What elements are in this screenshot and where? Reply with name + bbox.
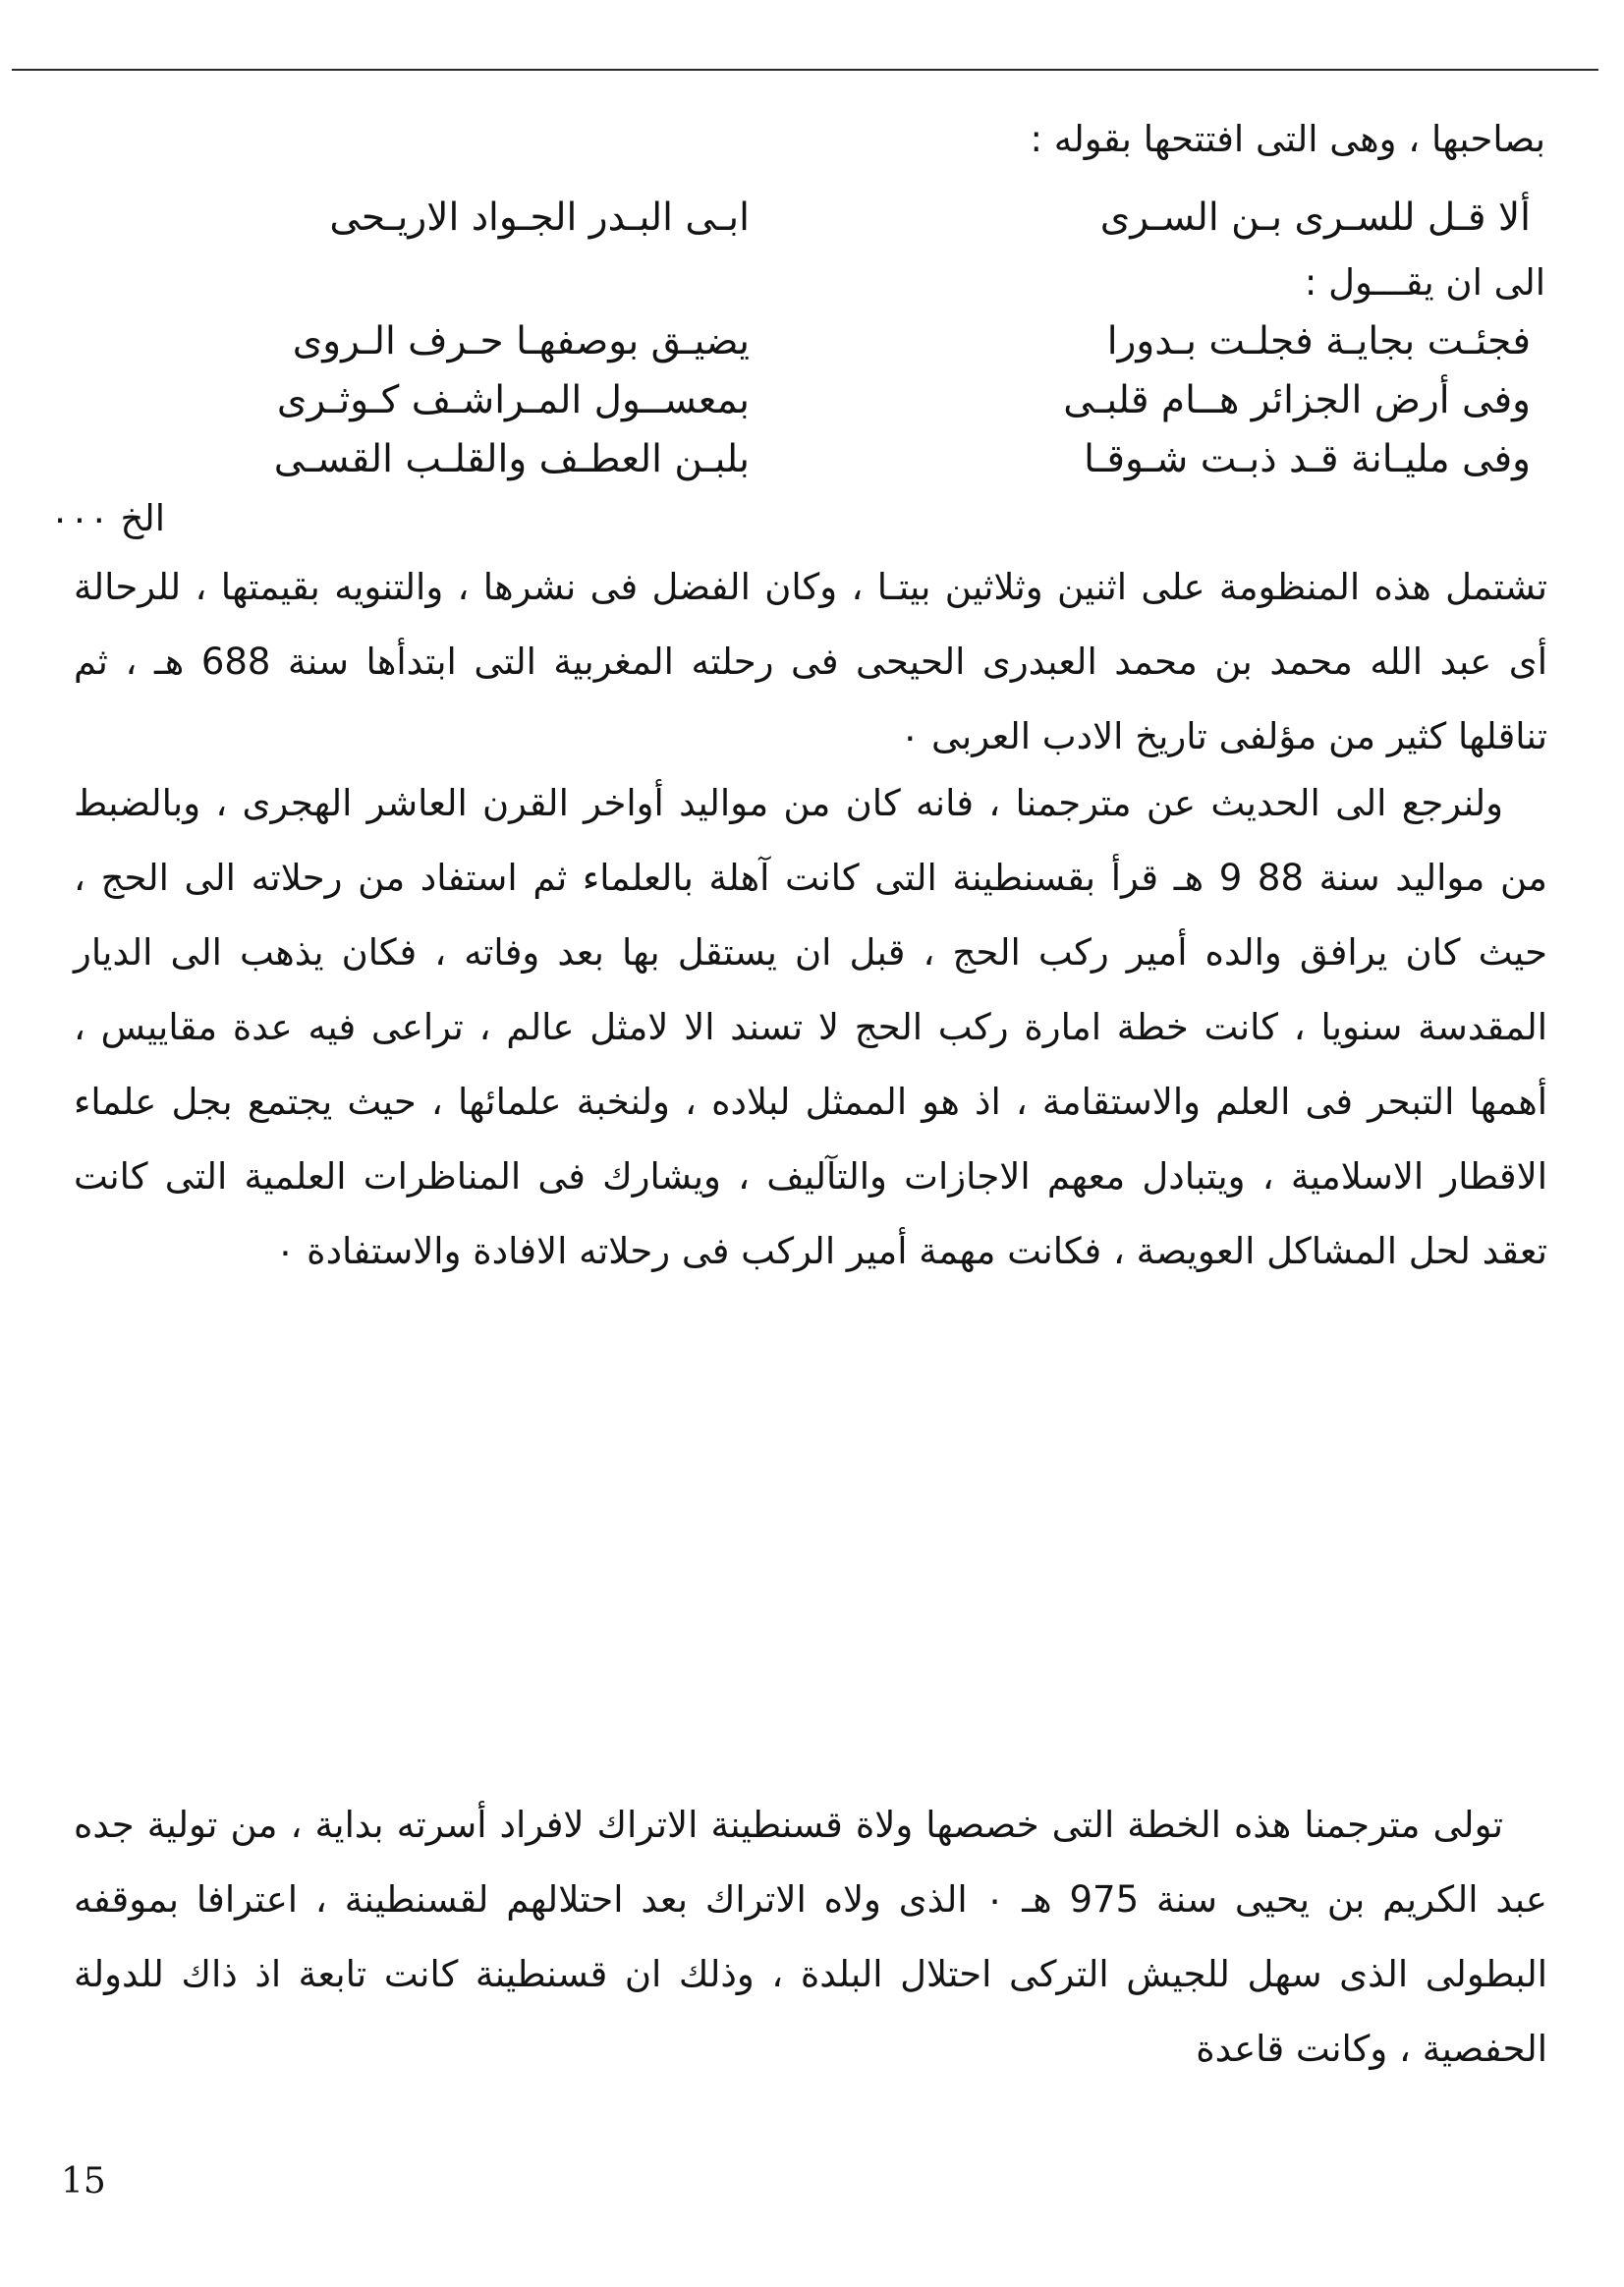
paragraph-1: تشتمل هذه المنظومة على اثنين وثلاثين بيتـا ، وكان الفضل فى نشرها ، والتنويه بقيمتها ، للرحالة أى عبد الله محمد بن محمد العبدرى الحيحى فى رحلته المغربية التى ابتدأها سنة 688 هـ ، ثم تناقلها كثير من مؤلفى تاريخ الادب العربى ٠ <box>74 566 1548 757</box>
etc-marker: الخ ٠٠٠ <box>50 497 165 539</box>
transition-line: الى ان يقـــول : <box>1304 261 1545 304</box>
verse-2-first-hemistich: وفى أرض الجزائر هــام قلبـى <box>1063 378 1531 422</box>
verse-1-first-hemistich: فجئـت بجايـة فجلـت بـدورا <box>1106 319 1531 363</box>
verse-1-second-hemistich: يضيـق بوصفهـا حـرف الـروى <box>292 319 750 363</box>
paragraph-3: تولى مترجمنا هذه الخطة التى خصصها ولاة قسنطينة الاتراك لافراد أسرته بداية ، من تولية جده عبد الكريم بن يحيى سنة 975 هـ ٠ الذى ولاه الاتراك بعد احتلالهم لقسنطينة ، اعترافا بموقفه البطولى الذى سهل للجيش التركى احتلال البلدة ، وذلك ان قسنطينة كانت تابعة اذ ذاك للدولة الحفصية ، وكانت قاعدة <box>74 1804 1548 2070</box>
intro-line: بصاحبها ، وهى التى افتتحها بقوله : <box>1030 118 1545 160</box>
verse-3-first-hemistich: وفى مليـانة قـد ذبـت شـوقـا <box>1084 437 1531 481</box>
opening-verse-first-hemistich: ألا قـل للسـرى بـن السـرى <box>1099 195 1531 240</box>
opening-verse-second-hemistich: ابـى البـدر الجـواد الاريـحى <box>329 195 750 240</box>
paragraph-2: ولنرجع الى الحديث عن مترجمنا ، فانه كان من مواليد أواخر القرن العاشر الهجرى ، وبالضبط من مواليد سنة 88 9 هـ قرأ بقسنطينة التى كانت آهلة بالعلماء ثم استفاد من رحلاته الى الحج ، حيث كان يرافق والده أمير ركب الحج ، قبل ان يستقل بها بعد وفاته ، فكان يذهب الى الديار المقدسة سنويا ، كانت خطة امارة ركب الحج لا تسند الا لامثل عالم ، تراعى فيه عدة مقاييس ، أهمها التبحر فى العلم والاستقامة ، اذ هو الممثل لبلاده ، ولنخبة علمائها ، حيث يجتمع بجل علماء الاقطار الاسلامية ، ويتبادل معهم الاجازات والتآليف ، ويشارك فى المناظرات العلمية التى كانت تعقد لحل المشاكل العويصة ، فكانت مهمة أمير الركب فى رحلاته الافادة والاستفادة ٠ <box>74 782 1547 1272</box>
verse-3-second-hemistich: بلبـن العطـف والقلـب القسـى <box>273 437 750 481</box>
header-rule <box>12 69 1598 71</box>
page-number: 15 <box>61 2161 106 2202</box>
verse-2-second-hemistich: بمعســول المـراشـف كـوثـرى <box>276 378 750 422</box>
